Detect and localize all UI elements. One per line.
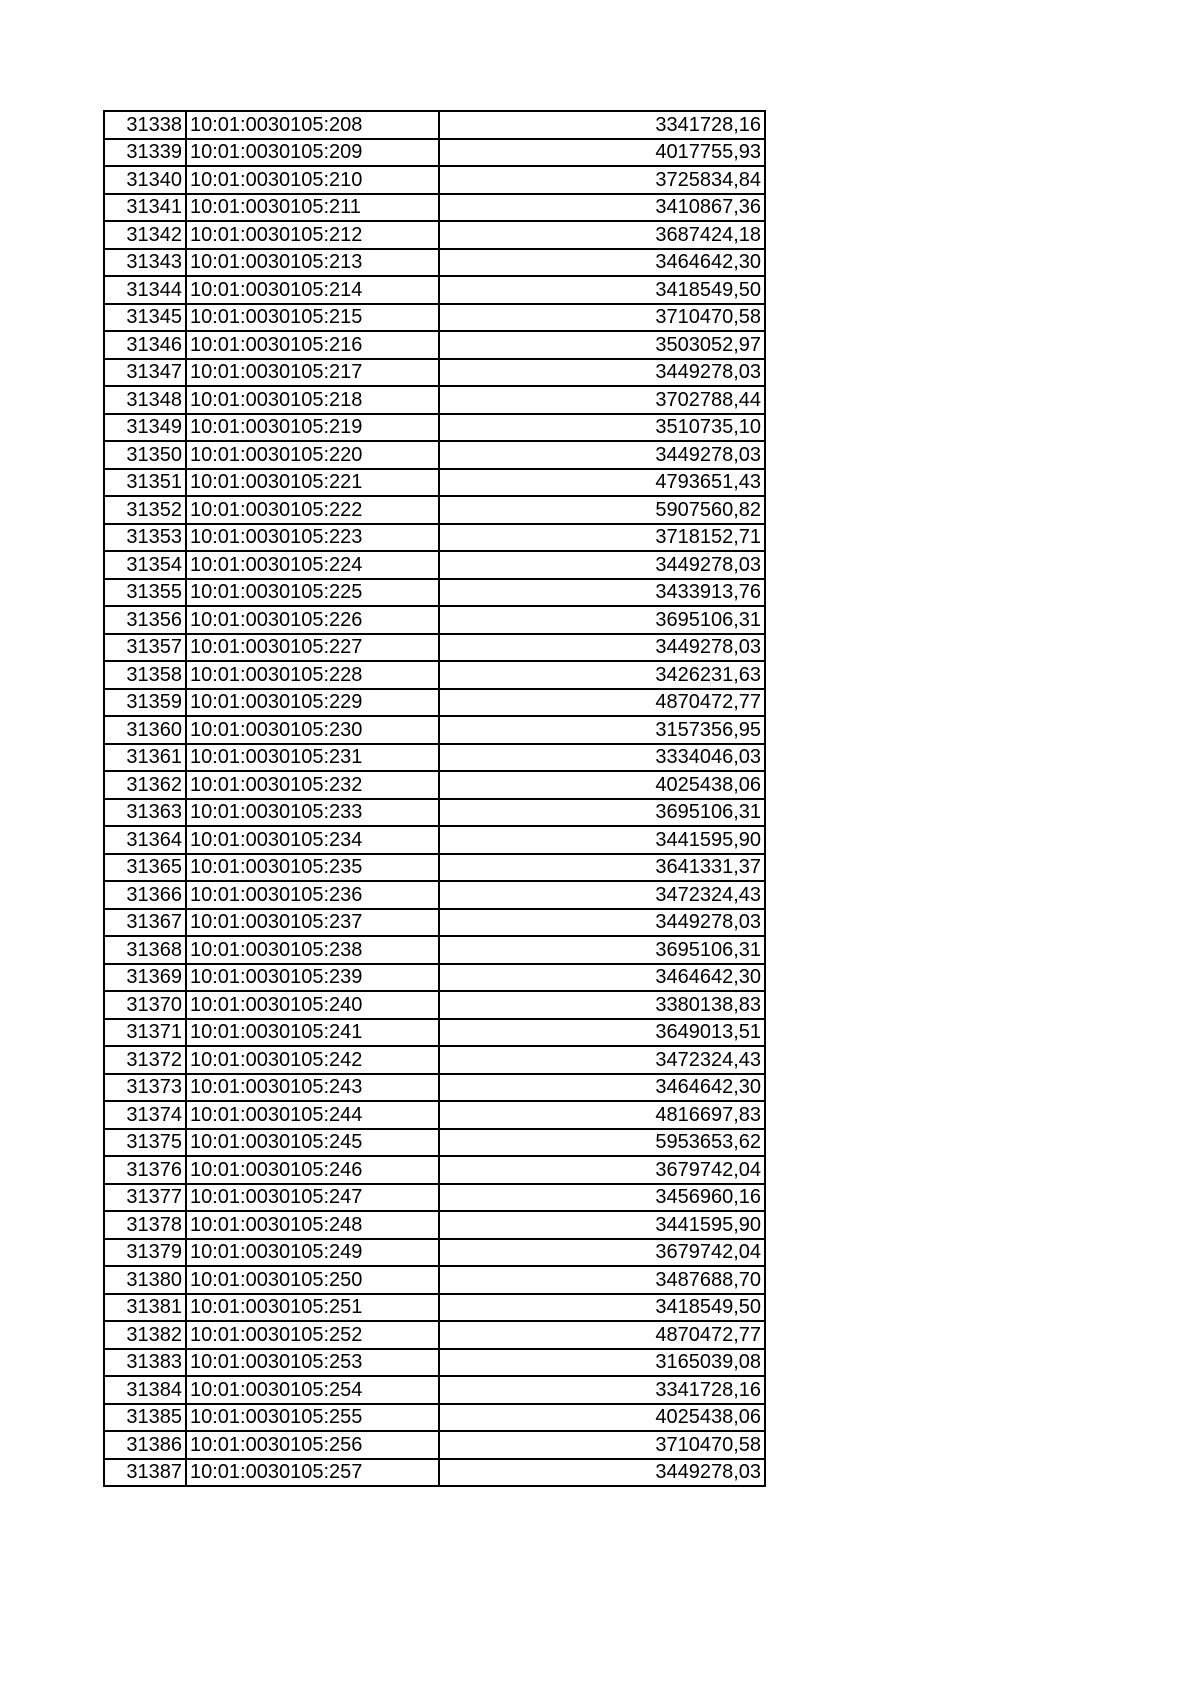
cadastral-value-cell: 3679742,04 (439, 1239, 765, 1267)
cadastral-number-cell: 10:01:0030105:230 (186, 716, 439, 744)
cadastral-value-cell: 3472324,43 (439, 881, 765, 909)
row-number-cell: 31376 (104, 1156, 186, 1184)
cadastral-value-cell: 3464642,30 (439, 964, 765, 992)
cadastral-number-cell: 10:01:0030105:229 (186, 689, 439, 717)
cadastral-number-cell: 10:01:0030105:218 (186, 386, 439, 414)
cadastral-value-cell: 3456960,16 (439, 1184, 765, 1212)
cadastral-value-cell: 4017755,93 (439, 139, 765, 167)
row-number-cell: 31361 (104, 744, 186, 772)
cadastral-value-cell: 3426231,63 (439, 661, 765, 689)
cadastral-number-cell: 10:01:0030105:228 (186, 661, 439, 689)
table-row (104, 1074, 765, 1102)
cadastral-value-cell: 3702788,44 (439, 386, 765, 414)
table-row (104, 634, 765, 662)
table-row (104, 964, 765, 992)
cadastral-number-cell: 10:01:0030105:220 (186, 441, 439, 469)
row-number-cell: 31371 (104, 1019, 186, 1047)
row-number-cell: 31355 (104, 579, 186, 607)
cadastral-value-cell: 3165039,08 (439, 1349, 765, 1377)
table-row (104, 551, 765, 579)
cadastral-value-cell: 3503052,97 (439, 331, 765, 359)
row-number-cell: 31384 (104, 1376, 186, 1404)
table-row (104, 661, 765, 689)
row-number-cell: 31356 (104, 606, 186, 634)
row-number-cell: 31360 (104, 716, 186, 744)
table-row (104, 1404, 765, 1432)
cadastral-value-cell: 3441595,90 (439, 1211, 765, 1239)
cadastral-number-cell: 10:01:0030105:242 (186, 1046, 439, 1074)
cadastral-number-cell: 10:01:0030105:226 (186, 606, 439, 634)
cadastral-value-cell: 3487688,70 (439, 1266, 765, 1294)
row-number-cell: 31381 (104, 1294, 186, 1322)
row-number-cell: 31366 (104, 881, 186, 909)
cadastral-value-cell: 3695106,31 (439, 799, 765, 827)
cadastral-number-cell: 10:01:0030105:223 (186, 524, 439, 552)
cadastral-number-cell: 10:01:0030105:249 (186, 1239, 439, 1267)
cadastral-number-cell: 10:01:0030105:212 (186, 221, 439, 249)
table-row (104, 166, 765, 194)
table-row (104, 579, 765, 607)
cadastral-number-cell: 10:01:0030105:257 (186, 1459, 439, 1487)
row-number-cell: 31364 (104, 826, 186, 854)
row-number-cell: 31338 (104, 111, 186, 139)
row-number-cell: 31341 (104, 194, 186, 222)
cadastral-value-cell: 3341728,16 (439, 1376, 765, 1404)
row-number-cell: 31377 (104, 1184, 186, 1212)
row-number-cell: 31373 (104, 1074, 186, 1102)
table-row (104, 1156, 765, 1184)
table-row (104, 1459, 765, 1487)
cadastral-value-cell: 3449278,03 (439, 551, 765, 579)
cadastral-value-cell: 4793651,43 (439, 469, 765, 497)
row-number-cell: 31362 (104, 771, 186, 799)
row-number-cell: 31369 (104, 964, 186, 992)
table-row (104, 441, 765, 469)
cadastral-value-cell: 3418549,50 (439, 1294, 765, 1322)
row-number-cell: 31380 (104, 1266, 186, 1294)
table-row (104, 1129, 765, 1157)
cadastral-number-cell: 10:01:0030105:250 (186, 1266, 439, 1294)
row-number-cell: 31352 (104, 496, 186, 524)
row-number-cell: 31344 (104, 276, 186, 304)
row-number-cell: 31367 (104, 909, 186, 937)
table-row (104, 524, 765, 552)
cadastral-number-cell: 10:01:0030105:240 (186, 991, 439, 1019)
cadastral-value-cell: 3695106,31 (439, 606, 765, 634)
cadastral-value-cell: 3449278,03 (439, 634, 765, 662)
table-row (104, 799, 765, 827)
row-number-cell: 31346 (104, 331, 186, 359)
row-number-cell: 31357 (104, 634, 186, 662)
table-row (104, 854, 765, 882)
table-row (104, 1431, 765, 1459)
table-row (104, 414, 765, 442)
table-row (104, 111, 765, 139)
row-number-cell: 31353 (104, 524, 186, 552)
cadastral-number-cell: 10:01:0030105:214 (186, 276, 439, 304)
cadastral-value-cell: 3710470,58 (439, 304, 765, 332)
table-row (104, 386, 765, 414)
cadastral-number-cell: 10:01:0030105:244 (186, 1101, 439, 1129)
table-row (104, 1294, 765, 1322)
cadastral-number-cell: 10:01:0030105:213 (186, 249, 439, 277)
cadastral-number-cell: 10:01:0030105:210 (186, 166, 439, 194)
row-number-cell: 31347 (104, 359, 186, 387)
table-row (104, 276, 765, 304)
cadastral-value-cell: 3441595,90 (439, 826, 765, 854)
row-number-cell: 31349 (104, 414, 186, 442)
cadastral-value-cell: 3718152,71 (439, 524, 765, 552)
table-row (104, 1046, 765, 1074)
table-row (104, 689, 765, 717)
cadastral-value-cell: 3380138,83 (439, 991, 765, 1019)
cadastral-number-cell: 10:01:0030105:253 (186, 1349, 439, 1377)
table-row (104, 249, 765, 277)
cadastral-value-cell: 3418549,50 (439, 276, 765, 304)
cadastral-number-cell: 10:01:0030105:215 (186, 304, 439, 332)
cadastral-value-cell: 3464642,30 (439, 249, 765, 277)
table-row (104, 936, 765, 964)
cadastral-number-cell: 10:01:0030105:238 (186, 936, 439, 964)
row-number-cell: 31350 (104, 441, 186, 469)
row-number-cell: 31348 (104, 386, 186, 414)
row-number-cell: 31378 (104, 1211, 186, 1239)
cadastral-value-cell: 3157356,95 (439, 716, 765, 744)
row-number-cell: 31383 (104, 1349, 186, 1377)
cadastral-number-cell: 10:01:0030105:247 (186, 1184, 439, 1212)
cadastral-value-cell: 3725834,84 (439, 166, 765, 194)
cadastral-value-cell: 3433913,76 (439, 579, 765, 607)
cadastral-number-cell: 10:01:0030105:209 (186, 139, 439, 167)
row-number-cell: 31382 (104, 1321, 186, 1349)
cadastral-number-cell: 10:01:0030105:216 (186, 331, 439, 359)
cadastral-number-cell: 10:01:0030105:211 (186, 194, 439, 222)
cadastral-number-cell: 10:01:0030105:231 (186, 744, 439, 772)
cadastral-number-cell: 10:01:0030105:219 (186, 414, 439, 442)
cadastral-number-cell: 10:01:0030105:233 (186, 799, 439, 827)
cadastral-value-cell: 3449278,03 (439, 909, 765, 937)
row-number-cell: 31351 (104, 469, 186, 497)
row-number-cell: 31359 (104, 689, 186, 717)
table-row (104, 716, 765, 744)
cadastral-number-cell: 10:01:0030105:235 (186, 854, 439, 882)
table-row (104, 304, 765, 332)
row-number-cell: 31386 (104, 1431, 186, 1459)
row-number-cell: 31379 (104, 1239, 186, 1267)
cadastral-number-cell: 10:01:0030105:255 (186, 1404, 439, 1432)
row-number-cell: 31370 (104, 991, 186, 1019)
cadastral-number-cell: 10:01:0030105:245 (186, 1129, 439, 1157)
table-row (104, 1211, 765, 1239)
cadastral-number-cell: 10:01:0030105:251 (186, 1294, 439, 1322)
table-row (104, 1239, 765, 1267)
row-number-cell: 31375 (104, 1129, 186, 1157)
table-row (104, 909, 765, 937)
row-number-cell: 31340 (104, 166, 186, 194)
table-row (104, 1101, 765, 1129)
cadastral-number-cell: 10:01:0030105:225 (186, 579, 439, 607)
cadastral-value-table (103, 110, 766, 1487)
row-number-cell: 31339 (104, 139, 186, 167)
row-number-cell: 31342 (104, 221, 186, 249)
cadastral-value-cell: 3710470,58 (439, 1431, 765, 1459)
table-row (104, 194, 765, 222)
cadastral-value-cell: 3449278,03 (439, 1459, 765, 1487)
cadastral-value-cell: 4025438,06 (439, 1404, 765, 1432)
cadastral-number-cell: 10:01:0030105:237 (186, 909, 439, 937)
cadastral-value-cell: 3695106,31 (439, 936, 765, 964)
cadastral-number-cell: 10:01:0030105:248 (186, 1211, 439, 1239)
cadastral-value-cell: 3649013,51 (439, 1019, 765, 1047)
table-row (104, 744, 765, 772)
table-row (104, 1349, 765, 1377)
cadastral-value-cell: 5953653,62 (439, 1129, 765, 1157)
cadastral-number-cell: 10:01:0030105:243 (186, 1074, 439, 1102)
cadastral-value-cell: 3449278,03 (439, 359, 765, 387)
row-number-cell: 31343 (104, 249, 186, 277)
cadastral-value-cell: 3341728,16 (439, 111, 765, 139)
table-row (104, 1019, 765, 1047)
table-row (104, 771, 765, 799)
table-row (104, 606, 765, 634)
table-row (104, 139, 765, 167)
cadastral-number-cell: 10:01:0030105:252 (186, 1321, 439, 1349)
table-row (104, 881, 765, 909)
table-body (104, 111, 765, 1486)
cadastral-number-cell: 10:01:0030105:241 (186, 1019, 439, 1047)
cadastral-number-cell: 10:01:0030105:217 (186, 359, 439, 387)
cadastral-value-cell: 3410867,36 (439, 194, 765, 222)
cadastral-number-cell: 10:01:0030105:208 (186, 111, 439, 139)
cadastral-value-cell: 4025438,06 (439, 771, 765, 799)
row-number-cell: 31385 (104, 1404, 186, 1432)
cadastral-number-cell: 10:01:0030105:254 (186, 1376, 439, 1404)
table-row (104, 496, 765, 524)
cadastral-value-cell: 3510735,10 (439, 414, 765, 442)
cadastral-value-cell: 3464642,30 (439, 1074, 765, 1102)
table-row (104, 331, 765, 359)
table-row (104, 1184, 765, 1212)
cadastral-number-cell: 10:01:0030105:246 (186, 1156, 439, 1184)
table-row (104, 1266, 765, 1294)
cadastral-value-cell: 3641331,37 (439, 854, 765, 882)
cadastral-value-cell: 4870472,77 (439, 1321, 765, 1349)
cadastral-value-cell: 5907560,82 (439, 496, 765, 524)
table-row (104, 1321, 765, 1349)
table-row (104, 221, 765, 249)
cadastral-number-cell: 10:01:0030105:221 (186, 469, 439, 497)
cadastral-value-cell: 3449278,03 (439, 441, 765, 469)
table-row (104, 359, 765, 387)
cadastral-value-cell: 3334046,03 (439, 744, 765, 772)
cadastral-number-cell: 10:01:0030105:232 (186, 771, 439, 799)
row-number-cell: 31365 (104, 854, 186, 882)
cadastral-number-cell: 10:01:0030105:227 (186, 634, 439, 662)
cadastral-number-cell: 10:01:0030105:234 (186, 826, 439, 854)
row-number-cell: 31387 (104, 1459, 186, 1487)
row-number-cell: 31372 (104, 1046, 186, 1074)
cadastral-value-cell: 3472324,43 (439, 1046, 765, 1074)
table-row (104, 469, 765, 497)
table-row (104, 1376, 765, 1404)
row-number-cell: 31374 (104, 1101, 186, 1129)
row-number-cell: 31354 (104, 551, 186, 579)
cadastral-number-cell: 10:01:0030105:236 (186, 881, 439, 909)
cadastral-number-cell: 10:01:0030105:239 (186, 964, 439, 992)
row-number-cell: 31363 (104, 799, 186, 827)
cadastral-number-cell: 10:01:0030105:222 (186, 496, 439, 524)
cadastral-value-cell: 3679742,04 (439, 1156, 765, 1184)
cadastral-number-cell: 10:01:0030105:256 (186, 1431, 439, 1459)
cadastral-value-cell: 3687424,18 (439, 221, 765, 249)
cadastral-value-cell: 4816697,83 (439, 1101, 765, 1129)
cadastral-number-cell: 10:01:0030105:224 (186, 551, 439, 579)
row-number-cell: 31345 (104, 304, 186, 332)
table-row (104, 826, 765, 854)
row-number-cell: 31368 (104, 936, 186, 964)
cadastral-value-cell: 4870472,77 (439, 689, 765, 717)
table-row (104, 991, 765, 1019)
row-number-cell: 31358 (104, 661, 186, 689)
